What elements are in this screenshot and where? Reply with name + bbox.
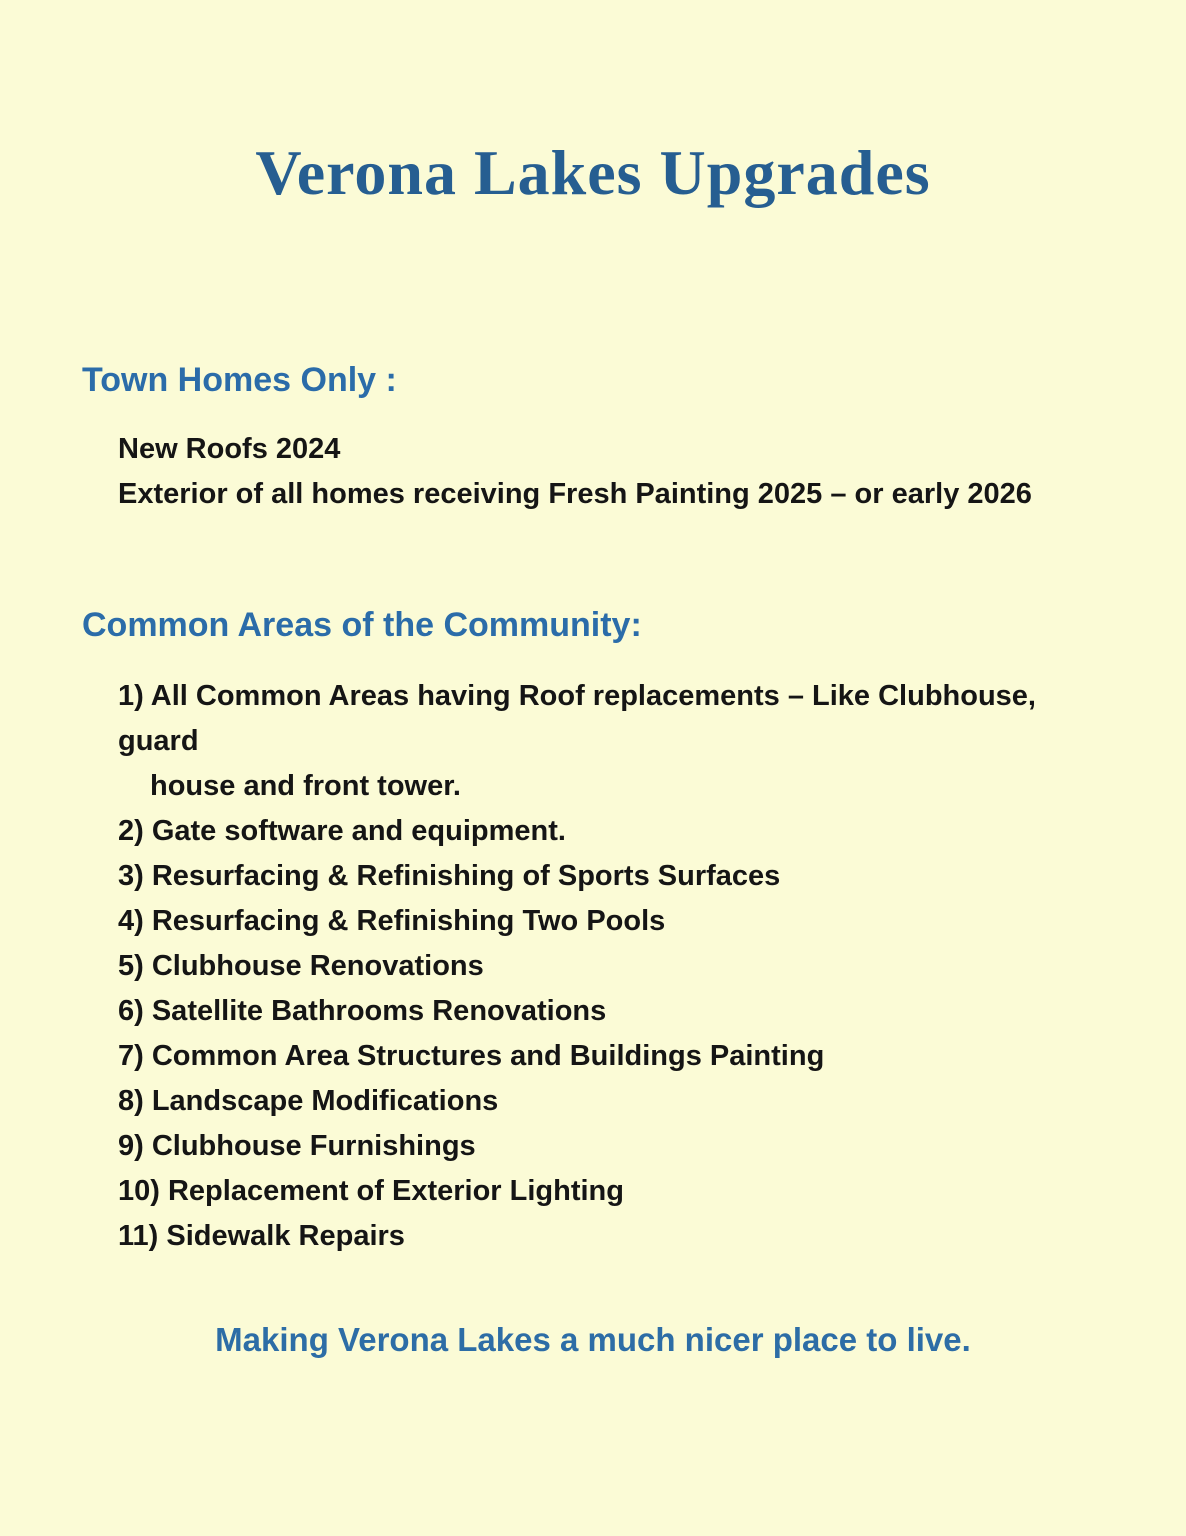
list-item: 9) Clubhouse Furnishings xyxy=(118,1129,476,1162)
list-item: 3) Resurfacing & Refinishing of Sports Surfaces xyxy=(118,859,781,892)
footer-tagline: Making Verona Lakes a much nicer place to live. xyxy=(215,1320,971,1358)
list-item: 8) Landscape Modifications xyxy=(118,1084,499,1117)
section-common-areas xyxy=(82,605,1104,1259)
list-item: 11) Sidewalk Repairs xyxy=(118,1219,405,1252)
list-item: 10) Replacement of Exterior Lighting xyxy=(118,1174,624,1207)
list-item-continuation: house and front tower. xyxy=(150,769,461,802)
town-homes-line: Exterior of all homes receiving Fresh Painting 2025 – or early 2026 xyxy=(118,478,1032,511)
page-title: Verona Lakes Upgrades xyxy=(255,137,931,208)
list-item: 4) Resurfacing & Refinishing Two Pools xyxy=(118,904,666,937)
town-homes-heading: Town Homes Only : xyxy=(82,361,397,400)
list-item: 2) Gate software and equipment. xyxy=(118,814,566,847)
section-town-homes xyxy=(82,360,1104,517)
list-item: 6) Satellite Bathrooms Renovations xyxy=(118,994,607,1027)
list-item: 1) All Common Areas having Roof replacements – Like Clubhouse, guard xyxy=(118,679,1036,757)
list-item: 5) Clubhouse Renovations xyxy=(118,949,484,982)
common-areas-heading: Common Areas of the Community: xyxy=(82,606,642,645)
town-homes-lines xyxy=(118,427,1104,517)
town-homes-line: New Roofs 2024 xyxy=(118,433,341,466)
list-item: 7) Common Area Structures and Buildings Painting xyxy=(118,1039,825,1072)
common-areas-list xyxy=(118,674,1104,1259)
